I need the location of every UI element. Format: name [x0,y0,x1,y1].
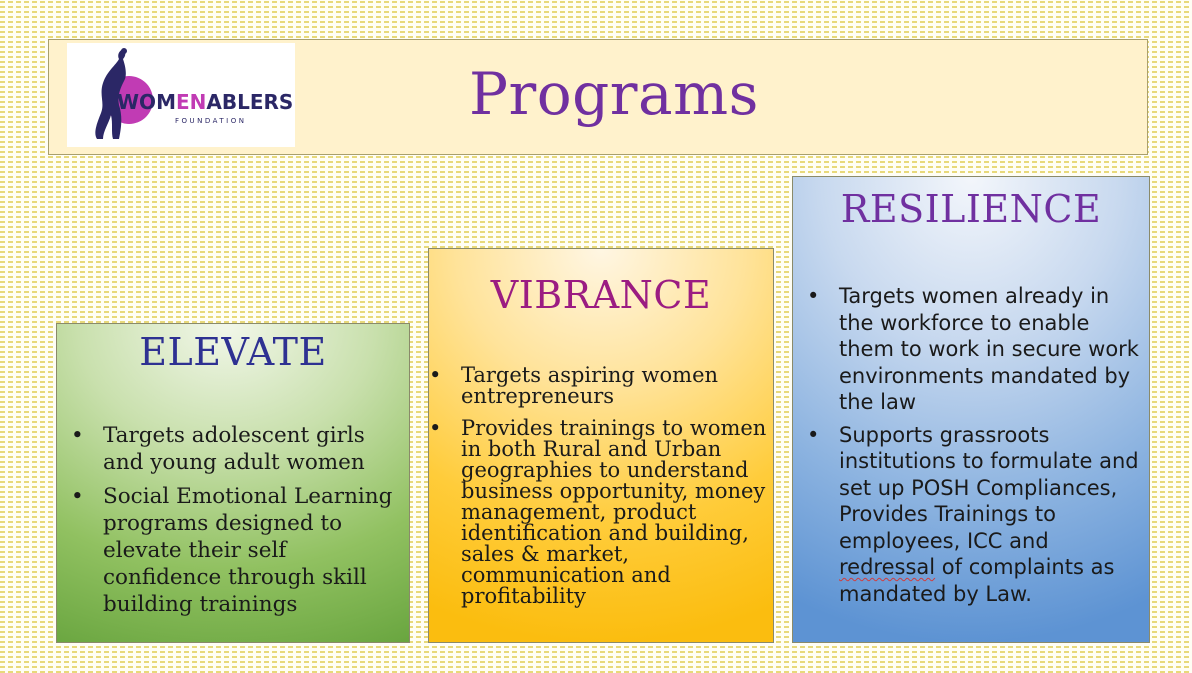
point-text: Targets aspiring women entrepreneurs [461,363,719,408]
bullet-icon: • [429,363,442,387]
list-item [807,422,1139,608]
elevate-points-list [71,422,403,625]
list-item [429,363,771,408]
vibrance-points-list [429,363,771,618]
point-text: Targets women already in the workforce to enable them to work in secure work environments mandated by the law [839,284,1139,414]
card-title-vibrance: VIBRANCE [490,273,712,317]
card-title-elevate: ELEVATE [139,330,327,374]
point-text-before: Supports grassroots institutions to formulate and set up POSH Compliances, Provides Trainings to employees, ICC and [839,422,1139,553]
list-item [71,483,403,618]
point-text: Social Emotional Learning programs designed to elevate their self confidence through skill building trainings [103,484,393,617]
list-item [71,422,403,476]
point-text: Targets adolescent girls and young adult women [103,423,365,475]
svg-text:WOMENABLERS [117,90,293,114]
point-text-after: of complaints as mandated by Law. [839,555,1115,606]
womenablers-logo [67,43,295,147]
logo-wordmark-part3: ABLERS [206,90,294,114]
bullet-icon: • [71,484,84,509]
logo-wordmark-part2: EN [175,90,207,114]
page-title: Programs [469,60,759,128]
bullet-icon: • [429,416,442,440]
card-title-resilience: RESILIENCE [840,187,1102,231]
point-text: Provides trainings to women in both Rural and Urban geographies to understand business opportunity, money management, product identification and building, sales & market, communication and profitability [461,416,767,608]
program-card-elevate [56,323,410,643]
logo-graphic [67,43,295,147]
list-item [429,416,771,608]
logo-dot [121,48,127,54]
logo-subtitle: FOUNDATION [175,117,247,125]
bullet-icon: • [807,284,820,308]
program-card-resilience [792,176,1150,643]
resilience-points-list [807,283,1139,613]
list-item [807,283,1139,416]
program-card-vibrance [428,248,774,643]
bullet-icon: • [807,422,820,447]
point-text [839,423,1139,606]
spellcheck-word: redressal [839,555,936,579]
header-banner [48,39,1148,155]
bullet-icon: • [71,423,84,448]
logo-wordmark-part1: WOM [117,90,176,114]
